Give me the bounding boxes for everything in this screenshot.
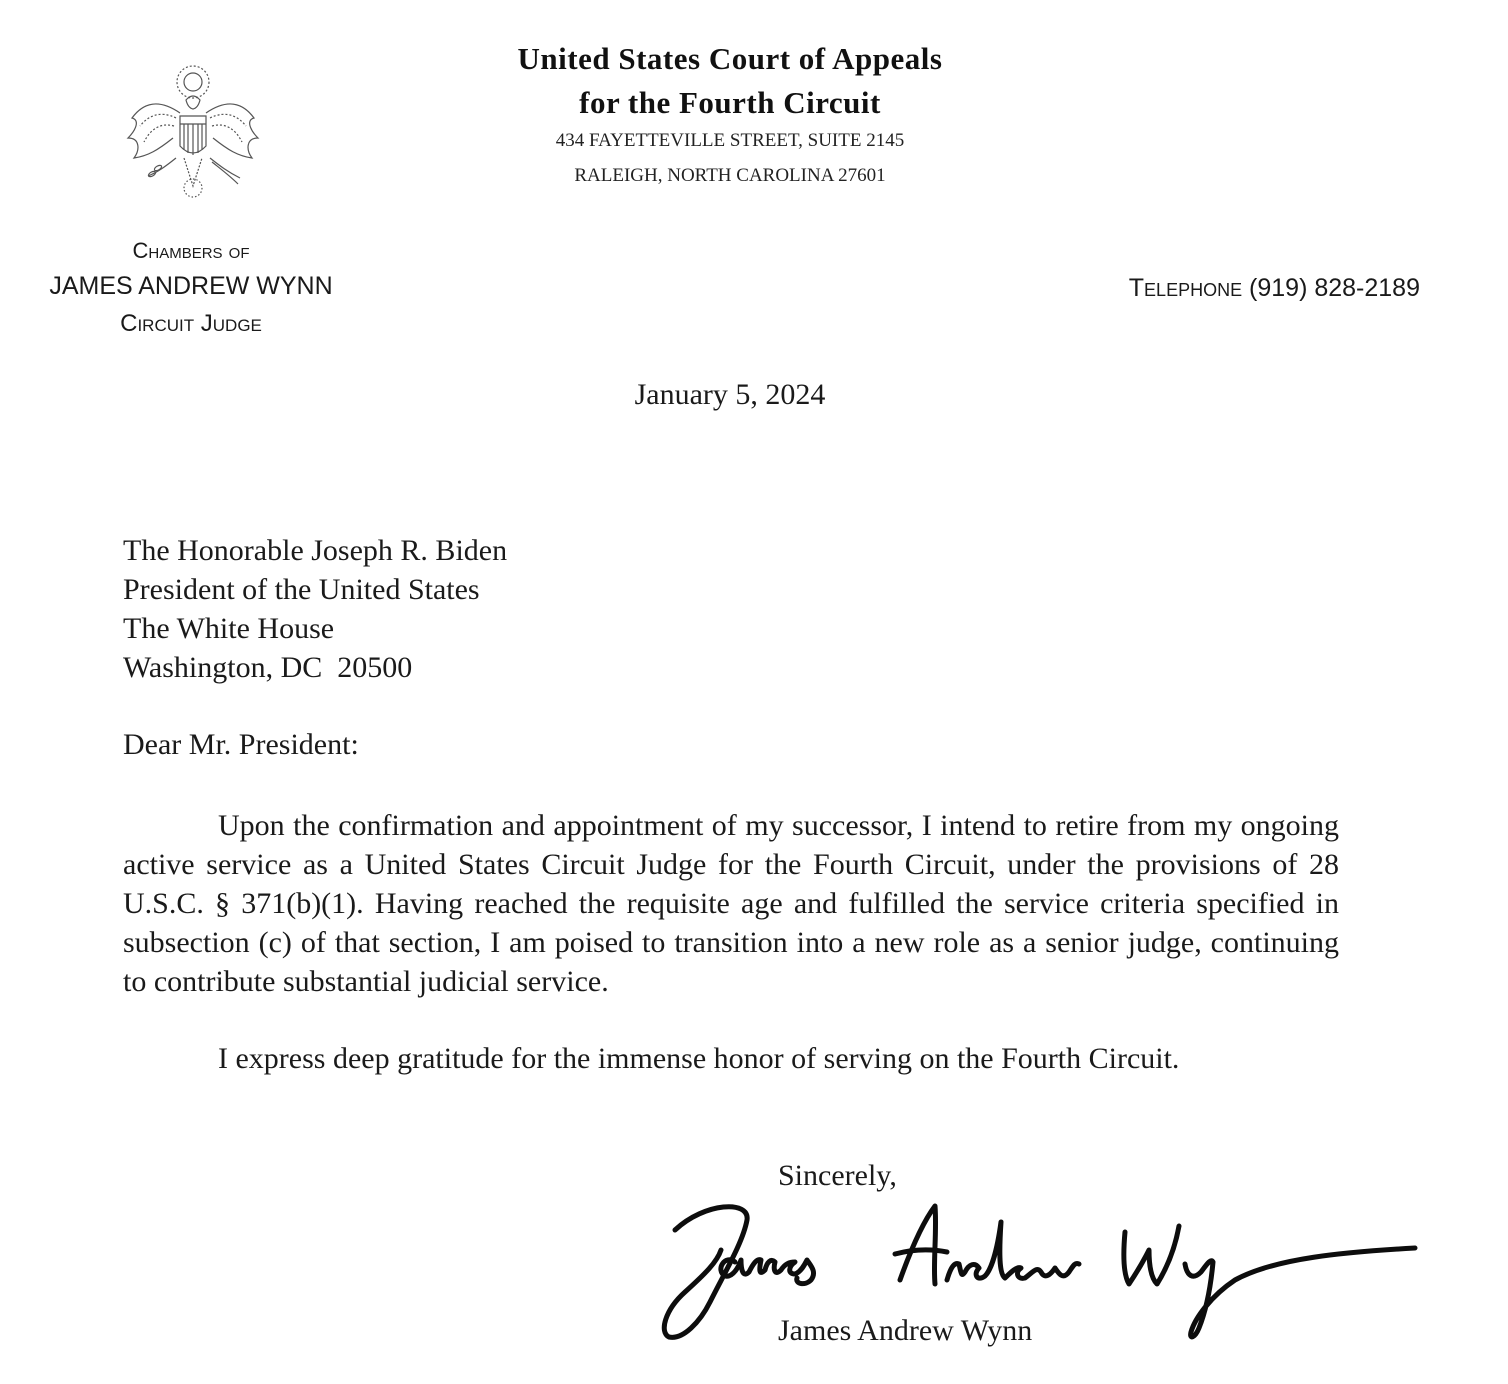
court-address-line1: 434 FAYETTEVILLE STREET, SUITE 2145 [555, 130, 905, 151]
recipient-line2: President of the United States [123, 573, 480, 606]
body-paragraph-2: I express deep gratitude for the immense honor of serving on the Fourth Circuit. [218, 1042, 1180, 1075]
chambers-label: Chambers of [132, 238, 250, 263]
salutation: Dear Mr. President: [123, 728, 359, 761]
recipient-line1: The Honorable Joseph R. Biden [123, 534, 508, 567]
telephone-number: Telephone (919) 828-2189 [1128, 274, 1420, 302]
great-seal-eagle-icon [118, 58, 268, 208]
body-paragraph-1: Upon the confirmation and appointment of my successor, I intend to retire from my ongoing active service as a United States Circuit Judge for the Fourth Circuit, under the provisions of 28 U.S.C. § 371(b)(1). Having reached the requisite age and fulfilled the service criteria specified in subsection (c) of that section, I am poised to transition into a new role as a senior judge, continuing to contribute substantial judicial service. [123, 809, 1339, 998]
signer-name: James Andrew Wynn [778, 1314, 1033, 1347]
judge-title: Circuit Judge [120, 310, 262, 337]
valediction: Sincerely, [778, 1159, 897, 1192]
letter-date: January 5, 2024 [634, 378, 826, 411]
handwritten-signature-image [655, 1192, 1425, 1357]
recipient-line3: The White House [123, 612, 335, 645]
court-name-line2: for the Fourth Circuit [579, 85, 881, 120]
court-name-line1: United States Court of Appeals [517, 41, 943, 76]
judge-name: JAMES ANDREW WYNN [49, 272, 333, 300]
court-address-line2: RALEIGH, NORTH CAROLINA 27601 [574, 165, 886, 186]
recipient-line4: Washington, DC 20500 [123, 651, 413, 684]
